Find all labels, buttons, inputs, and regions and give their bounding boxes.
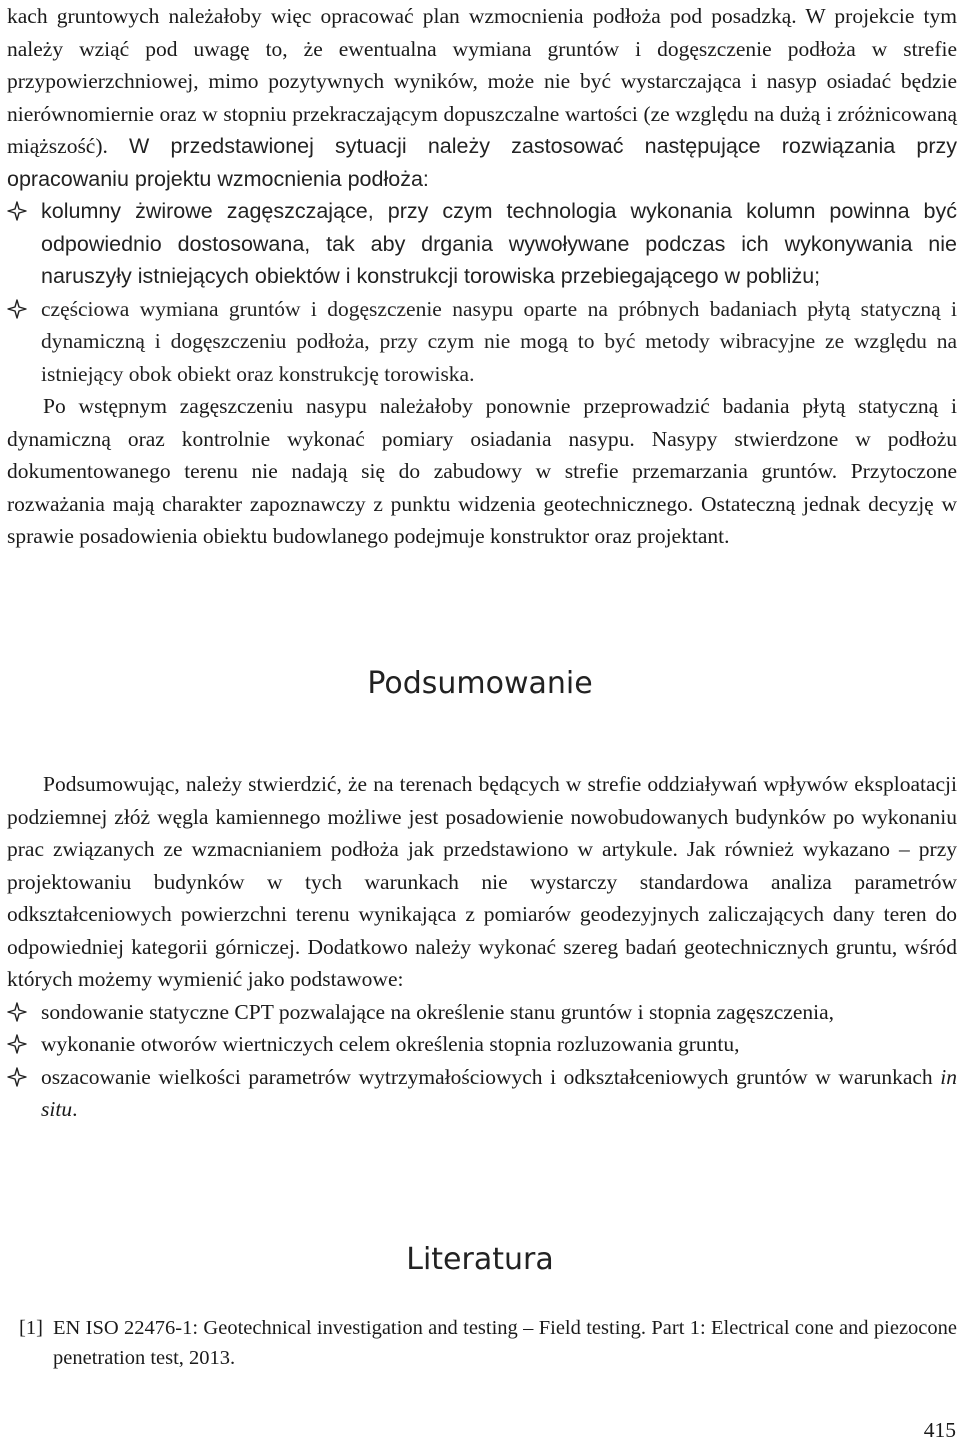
bullet-text-italic: in situ <box>41 1064 957 1121</box>
four-point-star-outline-icon <box>7 1002 27 1022</box>
section-heading-summary: Podsumowanie <box>367 666 593 701</box>
list-item <box>7 293 957 391</box>
bullet-text: kolumny żwirowe zagęszczające, przy czym technologia wykonania kolumn powinna być odpowiednio dostosowana, tak aby drgania wywoływane podczas ich wykonywania nie naruszyły istniejących obiektów i konstrukcji torowiska przebiegającego w pobliżu; <box>41 199 957 288</box>
bullet-text: sondowanie statyczne CPT pozwalające na określenie stanu gruntów i stopnia zagęszczenia, <box>41 999 835 1024</box>
list-item <box>7 1061 957 1126</box>
intro-section <box>7 0 957 553</box>
list-item <box>7 996 957 1029</box>
section-heading-literature: Literatura <box>406 1242 554 1277</box>
reference-number: [1] <box>19 1317 43 1339</box>
intro-paragraph-part-1: kach gruntowych należałoby więc opracować plan wzmocnienia podłoża pod posadzką. W projekcie tym należy wziąć pod uwagę to, że ewentualna wymiana gruntów i dogęszczenie podłoża w strefie przypowierzchniowej, mimo pozytywnych wyników, może nie być wystarczająca i nasyp osiadać będzie nierównomiernie oraz w stopniu przekraczającym dopuszczalne wartości (ze względu na dużą i zróżnicowaną miąższość). <box>7 4 957 158</box>
reference-item <box>7 1313 957 1373</box>
list-item <box>7 1028 957 1061</box>
summary-paragraph: Podsumowując, należy stwierdzić, że na terenach będących w strefie oddziaływań wpływów eksploatacji podziemnej złóż węgla kamiennego możliwe jest posadowienie nowobudowanych budynków po wykonaniu prac związanych ze wzmacnianiem podłoża jak przedstawiono w artykule. Jak również wykazano – przy projektowaniu budynków w tych warunkach nie wystarczy standardowa analiza parametrów odkształceniowych powierzchni terenu wynikająca z pomiarów geodezyjnych zaliczających dany teren do odpowiedniej kategorii górniczej. Dodatkowo należy wykonać szereg badań geotechnicznych gruntu, wśród których możemy wymienić jako podstawowe: <box>7 772 957 991</box>
intro-paragraph <box>7 0 957 195</box>
bullet-text: oszacowanie wielkości parametrów wytrzymałościowych i odkształceniowych gruntów w warunkach <box>41 1064 941 1089</box>
intro-bullet-list <box>7 195 957 390</box>
four-point-star-outline-icon <box>7 1067 27 1087</box>
four-point-star-outline-icon <box>7 299 27 319</box>
summary-bullet-list <box>7 996 957 1126</box>
reference-list <box>7 1313 957 1373</box>
bullet-text: częściowa wymiana gruntów i dogęszczenie nasypu oparte na próbnych badaniach płytą statyczną i dynamiczną i dogęszczeniu podłoża, przy czym nie mogą to być metody wibracyjne ze względu na istniejący obok obiekt oraz konstrukcję torowiska. <box>41 296 957 386</box>
intro-paragraph-part-2: W przedstawionej sytuacji należy zastosować następujące rozwiązania przy opracowaniu projektu wzmocnienia podłoża: <box>7 134 957 191</box>
summary-section <box>7 768 957 1126</box>
page-number: 415 <box>923 1418 956 1442</box>
bullet-text-end: . <box>72 1097 78 1121</box>
list-item <box>7 195 957 293</box>
conclusion-paragraph: Po wstępnym zagęszczeniu nasypu należałoby ponownie przeprowadzić badania płytą statyczną i dynamiczną oraz kontrolnie wykonać pomiary osiadania nasypu. Nasypy stwierdzone w podłożu dokumentowanego terenu nie nadają się do zabudowy w strefie przemarzania gruntów. Przytoczone rozważania mają charakter zapoznawczy z punktu widzenia geotechnicznego. Ostateczną jednak decyzję w sprawie posadowienia obiektu budowlanego podejmuje konstruktor oraz projektant. <box>7 394 957 548</box>
four-point-star-outline-icon <box>7 1034 27 1054</box>
four-point-star-outline-icon <box>7 201 27 221</box>
bullet-text: wykonanie otworów wiertniczych celem określenia stopnia rozluzowania gruntu, <box>41 1032 740 1056</box>
reference-text: EN ISO 22476-1: Geotechnical investigation and testing – Field testing. Part 1: Electrical cone and piezocone penetration test, 2013. <box>53 1317 957 1369</box>
